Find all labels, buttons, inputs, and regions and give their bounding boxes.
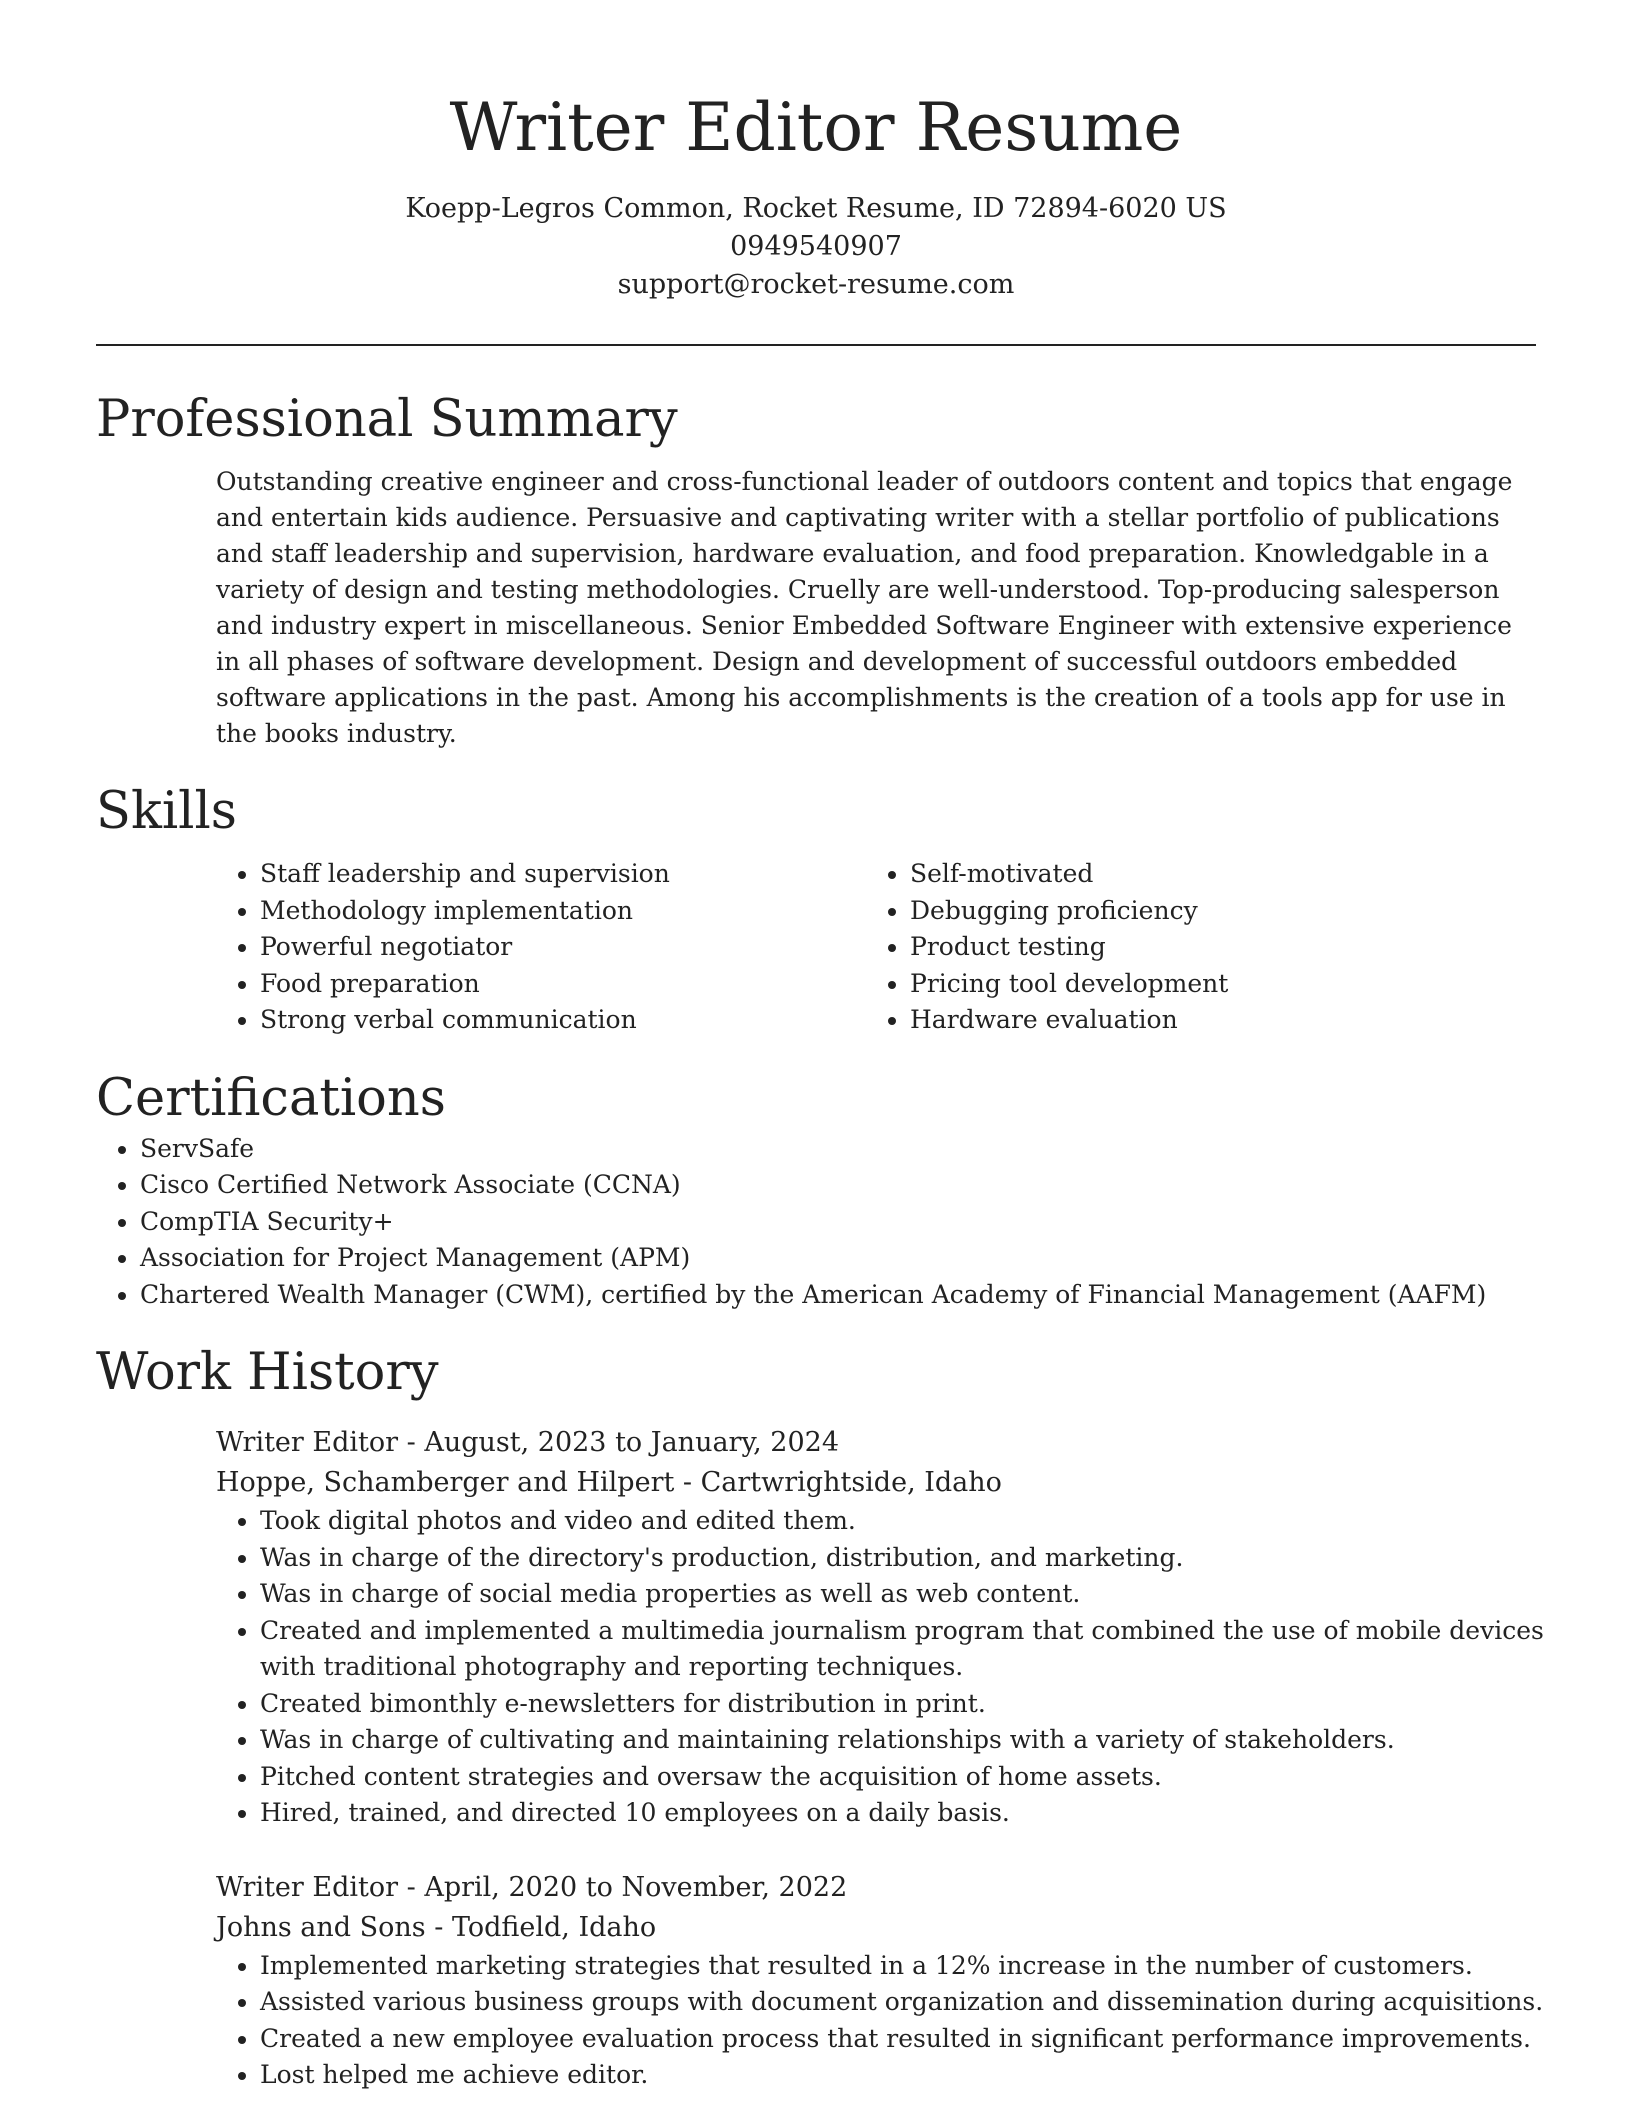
certification-item: • Chartered Wealth Manager (CWM), certified by the American Academy of Financial Management (AAFM): [140, 1277, 1536, 1314]
job-title-line: Writer Editor - April, 2020 to November, 2022: [216, 1871, 848, 1903]
certification-item: • CompTIA Security+: [140, 1204, 1536, 1241]
job-bullets: [216, 1503, 1580, 1832]
skill-item: • Food preparation: [260, 966, 866, 1003]
summary-text: Outstanding creative engineer and cross-functional leader of outdoors content and topics that engage and entertain kids audience. Persuasive and captivating writer with a stellar portfolio of publications and staff leadership and supervision, hardware evaluation, and food preparation. Knowledgable in a variety of design and testing methodologies. Cruelly are well-understood. Top-producing salesperson and industry expert in miscellaneous. Senior Embedded Software Engineer with extensive experience in all phases of software development. Design and development of successful outdoors embedded software applications in the past. Among his accomplishments is the creation of a tools app for use in the books industry.: [216, 467, 1513, 748]
job-bullet: • Created a new employee evaluation process that resulted in significant performance improvements.: [260, 2021, 1580, 2058]
skills-heading: Skills: [96, 782, 237, 841]
job-bullet: • Was in charge of cultivating and maintaining relationships with a variety of stakeholders.: [260, 1722, 1580, 1759]
certification-item: • Association for Project Management (APM): [140, 1240, 1536, 1277]
job-bullet: • Was in charge of the directory's production, distribution, and marketing.: [260, 1540, 1580, 1577]
job-entry: [216, 1868, 1544, 2094]
job-location: Cartwrightside, Idaho: [700, 1467, 1002, 1498]
contact-info: [96, 190, 1536, 304]
job-bullet: • Created and implemented a multimedia journalism program that combined the use of mobile devices with traditional photography and reporting techniques.: [260, 1613, 1580, 1686]
summary-heading: Professional Summary: [96, 390, 678, 449]
skills-grid: [216, 856, 1536, 1039]
job-bullet: • Assisted various business groups with document organization and dissemination during acquisitions.: [260, 1984, 1580, 2021]
resume-title: Writer Editor Resume: [449, 89, 1183, 166]
contact-address: Koepp-Legros Common, Rocket Resume, ID 72894-6020 US: [405, 193, 1227, 224]
skill-item: • Pricing tool development: [910, 966, 1516, 1003]
job-bullet: • Created bimonthly e-newsletters for distribution in print.: [260, 1686, 1580, 1723]
job-dates: April, 2020 to November, 2022: [424, 1871, 848, 1903]
certifications-list: [96, 1131, 1536, 1314]
skill-item: • Debugging proficiency: [910, 893, 1516, 930]
certifications-heading: Certifications: [96, 1068, 446, 1128]
skills-list-right: [866, 856, 1516, 1039]
job-title: Writer Editor: [216, 1427, 399, 1458]
contact-email: support@rocket-resume.com: [617, 269, 1015, 300]
job-bullet: • Pitched content strategies and oversaw the acquisition of home assets.: [260, 1759, 1580, 1796]
certification-item: • Cisco Certified Network Associate (CCNA): [140, 1167, 1536, 1204]
job-company: Hoppe, Schamberger and Hilpert: [216, 1467, 675, 1498]
skill-item: • Hardware evaluation: [910, 1002, 1516, 1039]
job-bullet: • Was in charge of social media properties as well as web content.: [260, 1576, 1580, 1613]
job-location: Todfield, Idaho: [451, 1911, 657, 1943]
job-bullets: [216, 1948, 1580, 2094]
job-company-line: Johns and Sons - Todfield, Idaho: [216, 1911, 657, 1943]
job-company: Johns and Sons: [216, 1911, 426, 1943]
job-title: Writer Editor: [216, 1871, 399, 1903]
job-bullet: • Implemented marketing strategies that resulted in a 12% increase in the number of customers.: [260, 1948, 1580, 1985]
skill-item: • Staff leadership and supervision: [260, 856, 866, 893]
skill-item: • Methodology implementation: [260, 893, 866, 930]
skill-item: • Self-motivated: [910, 856, 1516, 893]
skill-item: • Powerful negotiator: [260, 929, 866, 966]
certification-item: • ServSafe: [140, 1131, 1536, 1168]
work-history-heading: Work History: [96, 1343, 439, 1402]
skill-item: • Product testing: [910, 929, 1516, 966]
header-divider: [96, 344, 1536, 346]
job-dates: August, 2023 to January, 2024: [424, 1427, 840, 1458]
job-company-line: Hoppe, Schamberger and Hilpert - Cartwrightside, Idaho: [216, 1467, 1002, 1498]
job-bullet: • Took digital photos and video and edited them.: [260, 1503, 1580, 1540]
skill-item: • Strong verbal communication: [260, 1002, 866, 1039]
job-title-line: Writer Editor - August, 2023 to January, 2024: [216, 1427, 840, 1458]
contact-phone: 0949540907: [730, 231, 902, 262]
skills-list-left: [216, 856, 866, 1039]
job-bullet: • Hired, trained, and directed 10 employees on a daily basis.: [260, 1795, 1580, 1832]
job-bullet: • Lost helped me achieve editor.: [260, 2057, 1580, 2094]
resume-header: [96, 0, 1536, 304]
job-entry: [216, 1423, 1544, 1832]
